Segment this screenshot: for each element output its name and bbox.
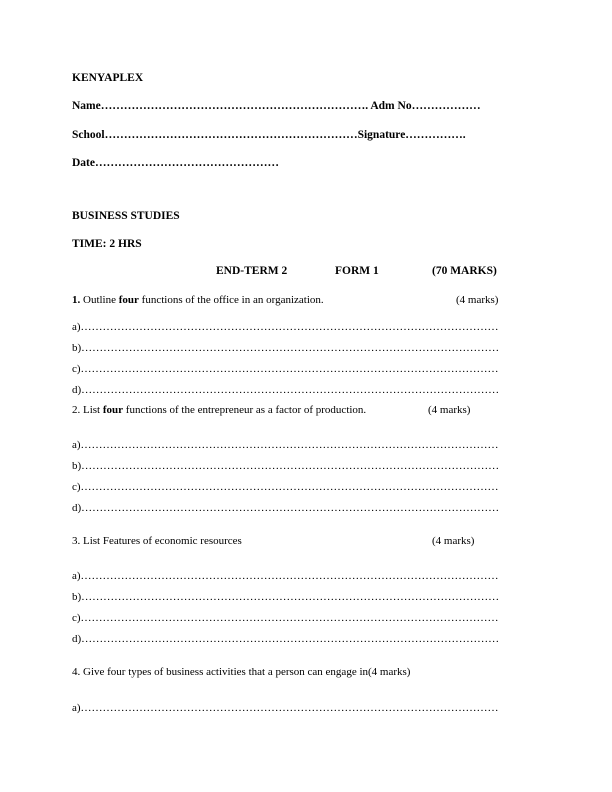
exam-form: FORM 1 <box>335 265 379 277</box>
answer-line[interactable]: b)…………………………………………………………………………………………………… <box>72 460 500 472</box>
answer-line[interactable]: d)…………………………………………………………………………………………………… <box>72 502 500 514</box>
exam-total-marks: (70 MARKS) <box>432 265 497 277</box>
answer-line[interactable]: b)…………………………………………………………………………………………………… <box>72 342 500 354</box>
school-brand: KENYAPLEX <box>72 72 144 84</box>
question-2-marks: (4 marks) <box>428 404 471 416</box>
answer-line[interactable]: a)…………………………………………………………………………………………………… <box>72 439 499 451</box>
question-number: 3. <box>72 535 81 547</box>
question-4-marks: (4 marks) <box>368 666 411 678</box>
answer-line[interactable]: a)…………………………………………………………………………………………………… <box>72 570 499 582</box>
question-3-marks: (4 marks) <box>432 535 475 547</box>
subject-title: BUSINESS STUDIES <box>72 210 180 222</box>
answer-line[interactable]: b)…………………………………………………………………………………………………… <box>72 591 500 603</box>
question-3: 3. List Features of economic resources <box>72 535 242 547</box>
question-number: 1. <box>72 294 81 306</box>
question-number: 4. <box>72 666 81 678</box>
time-allowed: TIME: 2 HRS <box>72 238 142 250</box>
answer-line[interactable]: c)…………………………………………………………………………………………………… <box>72 481 499 493</box>
exam-term: END-TERM 2 <box>216 265 288 277</box>
answer-line[interactable]: c)…………………………………………………………………………………………………… <box>72 363 499 375</box>
answer-line[interactable]: a)…………………………………………………………………………………………………… <box>72 321 499 333</box>
answer-line[interactable]: c)…………………………………………………………………………………………………… <box>72 612 499 624</box>
question-number: 2. <box>72 404 81 416</box>
school-signature-line: School…………………………………………………………Signature……………. <box>72 129 466 141</box>
name-adm-line: Name……………………………………………………………. Adm No……………… <box>72 100 481 112</box>
date-line: Date………………………………………… <box>72 157 279 169</box>
answer-line[interactable]: a)…………………………………………………………………………………………………… <box>72 702 499 714</box>
question-1-marks: (4 marks) <box>456 294 499 306</box>
question-1: 1. Outline four functions of the office in an organization. <box>72 294 324 306</box>
question-2: 2. List four functions of the entrepreneur as a factor of production. <box>72 404 367 416</box>
answer-line[interactable]: d)…………………………………………………………………………………………………… <box>72 384 500 396</box>
answer-line[interactable]: d)…………………………………………………………………………………………………… <box>72 633 500 645</box>
question-4: 4. Give four types of business activities that a person can engage in(4 marks) <box>72 666 411 678</box>
